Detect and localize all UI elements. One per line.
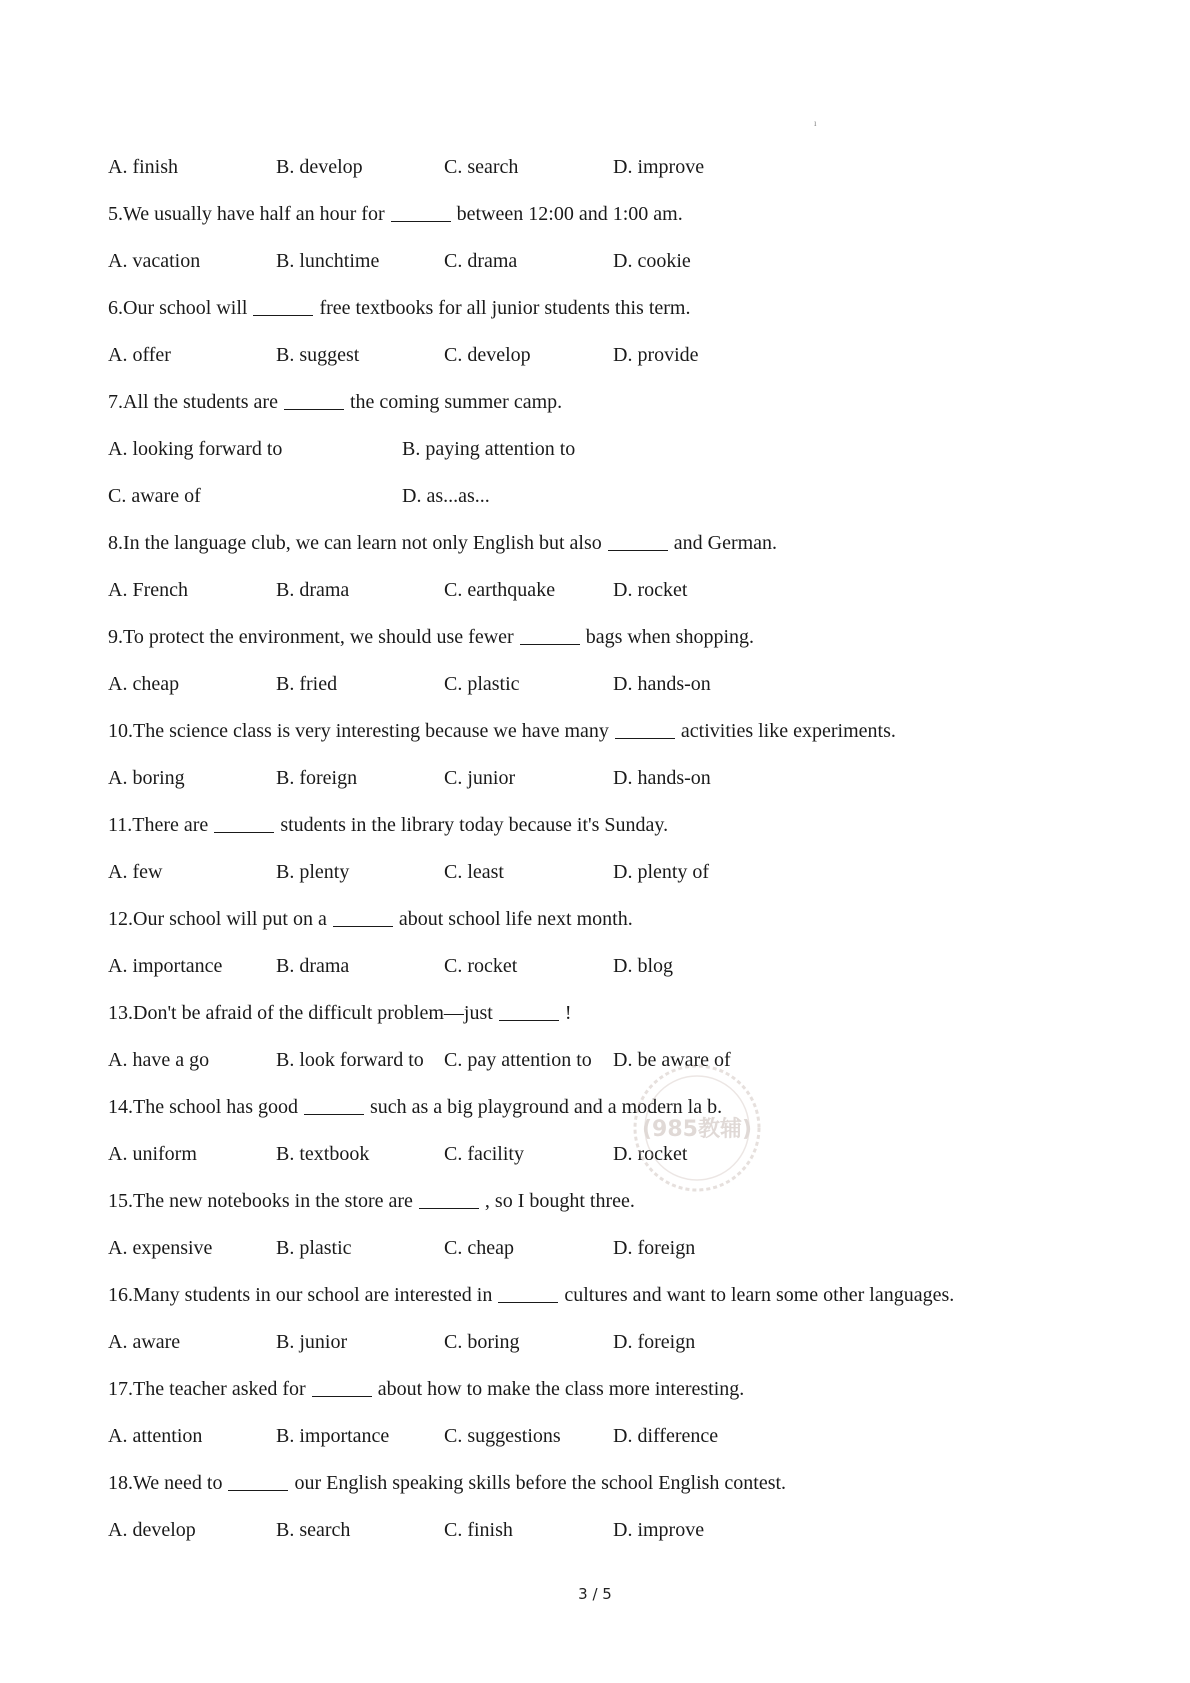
option-a: A. attention (108, 1425, 203, 1447)
question-text-tail: free textbooks for all junior students this term. (319, 297, 691, 319)
option-d: D. foreign (613, 1331, 696, 1353)
options-line (108, 661, 1108, 708)
option-b: B. plastic (276, 1237, 352, 1259)
option-a: A. few (108, 861, 163, 883)
question-text-tail: between 12:00 and 1:00 am. (456, 203, 683, 225)
question-text-tail: activities like experiments. (680, 720, 896, 742)
option-d: D. cookie (613, 250, 691, 272)
option-d: D. improve (613, 156, 705, 178)
question-text: 9.To protect the environment, we should use fewer (108, 626, 514, 648)
question-text-tail: , so I bought three. (484, 1190, 635, 1212)
options-line (108, 943, 1108, 990)
question-text-tail: our English speaking skills before the school English contest. (294, 1472, 787, 1494)
question-text: 13.Don't be afraid of the difficult problem—just (108, 1002, 493, 1024)
question-text-tail: cultures and want to learn some other languages. (564, 1284, 955, 1306)
option-c: C. drama (444, 250, 518, 272)
option-a: A. French (108, 579, 188, 601)
question-text-tail: and German. (673, 532, 778, 554)
options-line (108, 1037, 1108, 1084)
question-text: 14.The school has good (108, 1096, 298, 1118)
option-b: B. foreign (276, 767, 358, 789)
option-c: C. facility (444, 1143, 524, 1165)
question-text: 16.Many students in our school are interested in (108, 1284, 493, 1306)
question-line (108, 379, 1108, 426)
option-d: D. be aware of (613, 1049, 731, 1071)
option-d: D. provide (613, 344, 699, 366)
page-number: 3 / 5 (578, 1585, 612, 1603)
answer-blank (228, 1468, 288, 1491)
options-line (108, 1131, 1108, 1178)
question-line (108, 1460, 1108, 1507)
question-line (108, 1084, 1108, 1131)
answer-blank (253, 293, 313, 316)
option-d: D. plenty of (613, 861, 710, 883)
option-d: D. hands-on (613, 673, 711, 695)
option-b: B. fried (276, 673, 338, 695)
question-text-tail: ! (564, 1002, 572, 1024)
option-a: A. aware (108, 1331, 181, 1353)
option-a: A. boring (108, 767, 185, 789)
question-text: 6.Our school will (108, 297, 248, 319)
options-line (108, 1413, 1108, 1460)
option-c: C. rocket (444, 955, 518, 977)
option-b: B. suggest (276, 344, 360, 366)
question-line (108, 520, 1108, 567)
option-a: C. aware of (108, 485, 201, 507)
option-d: D. difference (613, 1425, 719, 1447)
option-a: A. expensive (108, 1237, 213, 1259)
question-text: 18.We need to (108, 1472, 223, 1494)
answer-blank (312, 1374, 372, 1397)
answer-blank (284, 387, 344, 410)
watermark-text: (985教辅) (641, 1117, 753, 1142)
question-text: 11.There are (108, 814, 209, 836)
options-line (108, 567, 1108, 614)
question-text-tail: such as a big playground and a modern la b. (369, 1096, 723, 1118)
option-d: D. rocket (613, 1143, 688, 1165)
option-b: B. textbook (276, 1143, 370, 1165)
option-a: A. uniform (108, 1143, 197, 1165)
top-mark: ı (814, 118, 817, 128)
question-line (108, 896, 1108, 943)
option-c: C. junior (444, 767, 516, 789)
option-d: D. improve (613, 1519, 705, 1541)
question-text: 10.The science class is very interesting because we have many (108, 720, 609, 742)
answer-blank (419, 1186, 479, 1209)
option-c: C. develop (444, 344, 531, 366)
option-b: B. search (276, 1519, 351, 1541)
option-d: D. hands-on (613, 767, 711, 789)
question-text: 8.In the language club, we can learn not only English but also (108, 532, 602, 554)
option-a: A. vacation (108, 250, 201, 272)
options-line (108, 1225, 1108, 1272)
option-a: A. importance (108, 955, 223, 977)
question-list (108, 144, 1108, 1554)
option-d: D. foreign (613, 1237, 696, 1259)
option-a: A. offer (108, 344, 171, 366)
answer-blank (214, 810, 274, 833)
option-c: C. plastic (444, 673, 520, 695)
option-c: C. suggestions (444, 1425, 561, 1447)
option-a: A. develop (108, 1519, 196, 1541)
question-text: 15.The new notebooks in the store are (108, 1190, 413, 1212)
question-line (108, 614, 1108, 661)
question-line (108, 191, 1108, 238)
option-c: C. boring (444, 1331, 520, 1353)
question-line (108, 990, 1108, 1037)
option-b: B. plenty (276, 861, 350, 883)
option-b: D. as...as... (402, 485, 490, 507)
question-text: 17.The teacher asked for (108, 1378, 306, 1400)
question-line (108, 285, 1108, 332)
option-b: B. importance (276, 1425, 390, 1447)
answer-blank (333, 904, 393, 927)
option-c: C. search (444, 156, 519, 178)
watermark-stamp (622, 1058, 772, 1198)
option-a: A. finish (108, 156, 178, 178)
option-b: B. junior (276, 1331, 348, 1353)
question-line (108, 708, 1108, 755)
option-d: D. rocket (613, 579, 688, 601)
question-text: 5.We usually have half an hour for (108, 203, 385, 225)
question-line (108, 1366, 1108, 1413)
option-b: B. develop (276, 156, 363, 178)
option-c: C. least (444, 861, 504, 883)
option-b: B. drama (276, 955, 350, 977)
options-line (108, 332, 1108, 379)
question-line (108, 802, 1108, 849)
options-line (108, 1507, 1108, 1554)
question-line (108, 1178, 1108, 1225)
option-b: B. look forward to (276, 1049, 424, 1071)
answer-blank (615, 716, 675, 739)
question-text: 7.All the students are (108, 391, 278, 413)
question-text-tail: the coming summer camp. (349, 391, 563, 413)
question-text-tail: about how to make the class more interesting. (377, 1378, 745, 1400)
option-c: C. pay attention to (444, 1049, 592, 1071)
question-text: 12.Our school will put on a (108, 908, 327, 930)
question-line (108, 1272, 1108, 1319)
question-text-tail: about school life next month. (398, 908, 633, 930)
option-b: B. lunchtime (276, 250, 380, 272)
options-line (108, 1319, 1108, 1366)
options-line (108, 849, 1108, 896)
option-c: C. earthquake (444, 579, 556, 601)
answer-blank (498, 1280, 558, 1303)
option-c: C. finish (444, 1519, 513, 1541)
option-b: B. drama (276, 579, 350, 601)
answer-blank (608, 528, 668, 551)
option-a: A. looking forward to (108, 438, 283, 460)
option-d: D. blog (613, 955, 673, 977)
options-line (108, 473, 1108, 520)
answer-blank (304, 1092, 364, 1115)
option-b: B. paying attention to (402, 438, 576, 460)
question-text-tail: students in the library today because it's Sunday. (280, 814, 669, 836)
answer-blank (499, 998, 559, 1021)
option-c: C. cheap (444, 1237, 514, 1259)
option-a: A. have a go (108, 1049, 210, 1071)
options-line (108, 426, 1108, 473)
options-line (108, 144, 1108, 191)
question-text-tail: bags when shopping. (585, 626, 755, 648)
answer-blank (391, 199, 451, 222)
options-line (108, 755, 1108, 802)
options-line (108, 238, 1108, 285)
option-a: A. cheap (108, 673, 180, 695)
answer-blank (520, 622, 580, 645)
